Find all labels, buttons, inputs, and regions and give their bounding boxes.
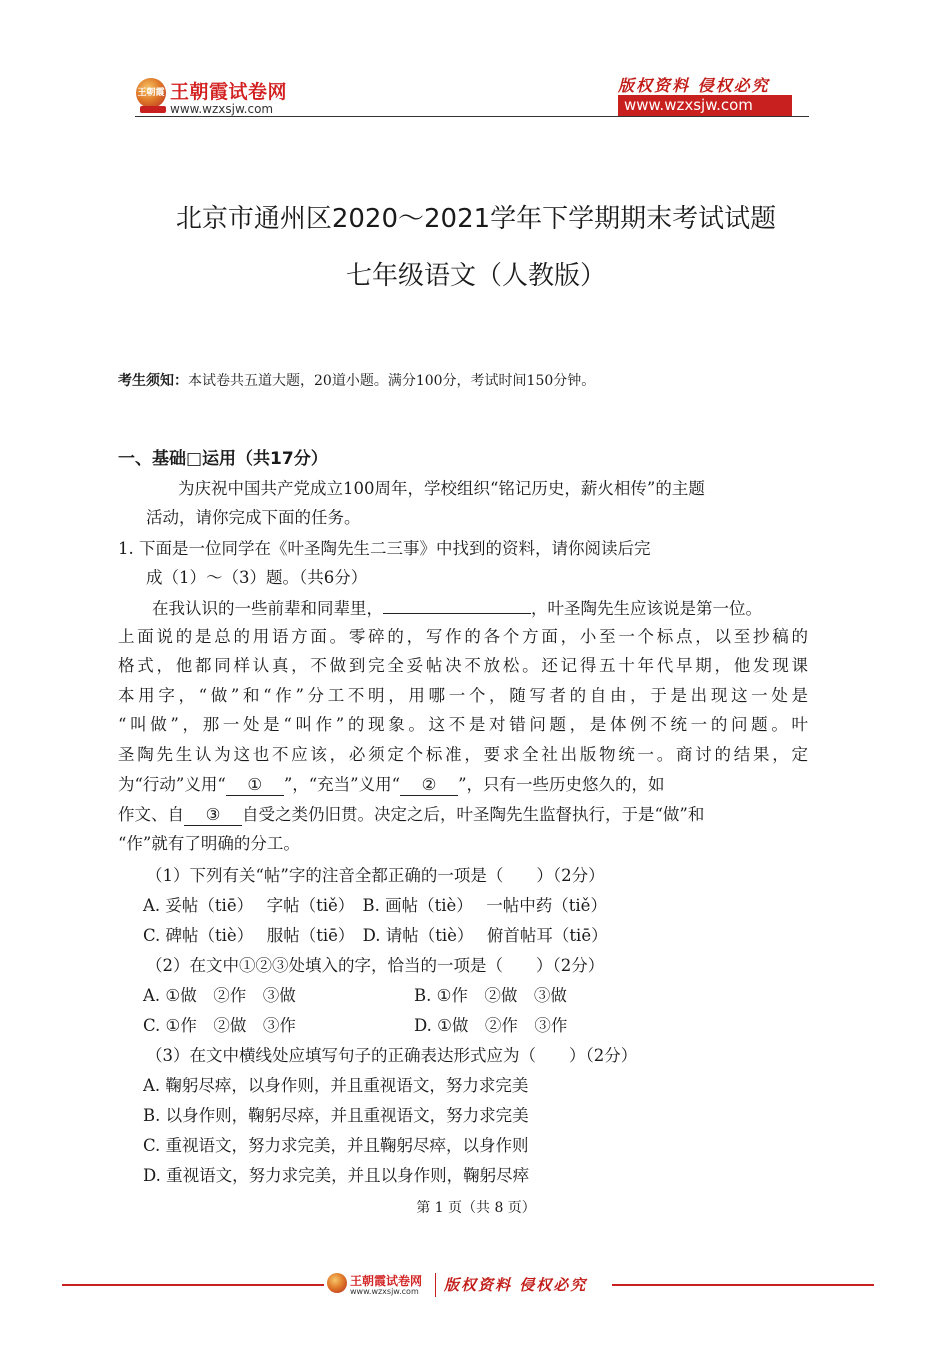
intro-line: 活动，请你完成下面的任务。 bbox=[146, 508, 361, 527]
option-row: C. 碑帖（tiè） 服帖（tiē） D. 请帖（tiè） 俯首帖耳（tiē） bbox=[143, 926, 608, 945]
logo-badge-icon: 王朝霞 bbox=[136, 78, 166, 108]
question-stem: 1. 下面是一位同学在《叶圣陶先生二三事》中找到的资料，请你阅读后完 bbox=[118, 539, 651, 558]
passage-line: 圣陶先生认为这也不应该，必须定个标准，要求全社出版物统一。商讨的结果，定 bbox=[118, 745, 808, 764]
passage-line: 格式，他都同样认真，不做到完全妥帖决不放松。还记得五十年代早期，他发现课 bbox=[118, 656, 808, 675]
header-copyright: 版权资料 侵权必究 bbox=[618, 76, 770, 95]
option-b: B. ①作 ②做 ③做 bbox=[414, 986, 567, 1005]
option-a: A. ①做 ②作 ③做 bbox=[143, 986, 296, 1005]
header-divider bbox=[135, 116, 809, 117]
candidate-notice bbox=[118, 370, 595, 390]
sub-question-stem: （3）在文中横线处应填写句子的正确表达形式应为（ ）（2分） bbox=[146, 1046, 638, 1065]
section-heading: 一、基础□运用（共17分） bbox=[118, 449, 328, 469]
footer-logo-url: www.wzxsjw.com bbox=[350, 1287, 419, 1296]
option-b: B. 以身作则，鞠躬尽瘁，并且重视语文，努力求完美 bbox=[143, 1106, 529, 1125]
question-stem: 成（1）～（3）题。（共6分） bbox=[146, 568, 368, 587]
option-d: D. 重视语文，努力求完美，并且以身作则，鞠躬尽瘁 bbox=[143, 1166, 530, 1185]
option-row: A. 妥帖（tiē） 字帖（tiě） B. 画帖（tiè） 一帖中药（tiě） bbox=[143, 896, 607, 915]
option-a: A. 鞠躬尽瘁，以身作则，并且重视语文，努力求完美 bbox=[143, 1076, 529, 1095]
option-c: C. ①作 ②做 ③作 bbox=[143, 1016, 296, 1035]
passage-line: 上面说的是总的用语方面。零碎的，写作的各个方面，小至一个标点，以至抄稿的 bbox=[118, 627, 808, 646]
logo-ribbon bbox=[140, 106, 166, 113]
logo-text: 王朝霞试卷网 bbox=[170, 81, 288, 103]
answer-blank[interactable] bbox=[383, 593, 531, 614]
option-c: C. 重视语文，努力求完美，并且鞠躬尽瘁，以身作则 bbox=[143, 1136, 529, 1155]
notice-text: 本试卷共五道大题，20道小题。满分100分，考试时间150分钟。 bbox=[188, 373, 596, 389]
exam-title: 北京市通州区2020～2021学年下学期期末考试试题 bbox=[175, 204, 777, 234]
passage-line: 为“行动”义用“ ① ”，“充当”义用“ ② ”，只有一些历史悠久的，如 bbox=[118, 775, 665, 794]
header-site-url: www.wzxsjw.com bbox=[618, 95, 792, 116]
footer-divider-left bbox=[62, 1284, 324, 1286]
exam-subtitle: 七年级语文（人教版） bbox=[345, 261, 606, 291]
sub-question-stem: （2）在文中①②③处填入的字，恰当的一项是（ ）（2分） bbox=[146, 956, 605, 975]
passage-line: “作”就有了明确的分工。 bbox=[118, 834, 300, 853]
footer-logo-icon bbox=[327, 1273, 347, 1293]
passage-line: “叫做”，那一处是“叫作”的现象。这不是对错问题，是体例不统一的问题。叶 bbox=[118, 715, 808, 734]
answer-blank-3[interactable]: ③ bbox=[184, 805, 242, 826]
passage-line: 本用字，“做”和“作”分工不明，用哪一个，随写者的自由，于是出现这一处是 bbox=[118, 686, 808, 705]
sub-question-stem: （1）下列有关“帖”字的注音全都正确的一项是（ ）（2分） bbox=[146, 866, 605, 885]
passage-line: 在我认识的一些前辈和同辈里， ，叶圣陶先生应该说是第一位。 bbox=[152, 593, 762, 619]
notice-label: 考生须知： bbox=[118, 373, 188, 389]
page-number: 第 1 页（共 8 页） bbox=[416, 1200, 536, 1216]
logo-url: www.wzxsjw.com bbox=[170, 102, 274, 116]
intro-line: 为庆祝中国共产党成立100周年，学校组织“铭记历史，薪火相传”的主题 bbox=[178, 479, 705, 498]
footer-separator bbox=[435, 1273, 436, 1297]
footer-logo-text: 王朝霞试卷网 bbox=[350, 1274, 423, 1288]
option-d: D. ①做 ②作 ③作 bbox=[414, 1016, 568, 1035]
passage-line: 作文、自 ③ 自受之类仍旧贯。决定之后，叶圣陶先生监督执行，于是“做”和 bbox=[118, 805, 705, 824]
answer-blank-2[interactable]: ② bbox=[400, 775, 458, 796]
answer-blank-1[interactable]: ① bbox=[226, 775, 284, 796]
footer-copyright: 版权资料 侵权必究 bbox=[444, 1276, 588, 1294]
footer-divider-right bbox=[612, 1284, 874, 1286]
